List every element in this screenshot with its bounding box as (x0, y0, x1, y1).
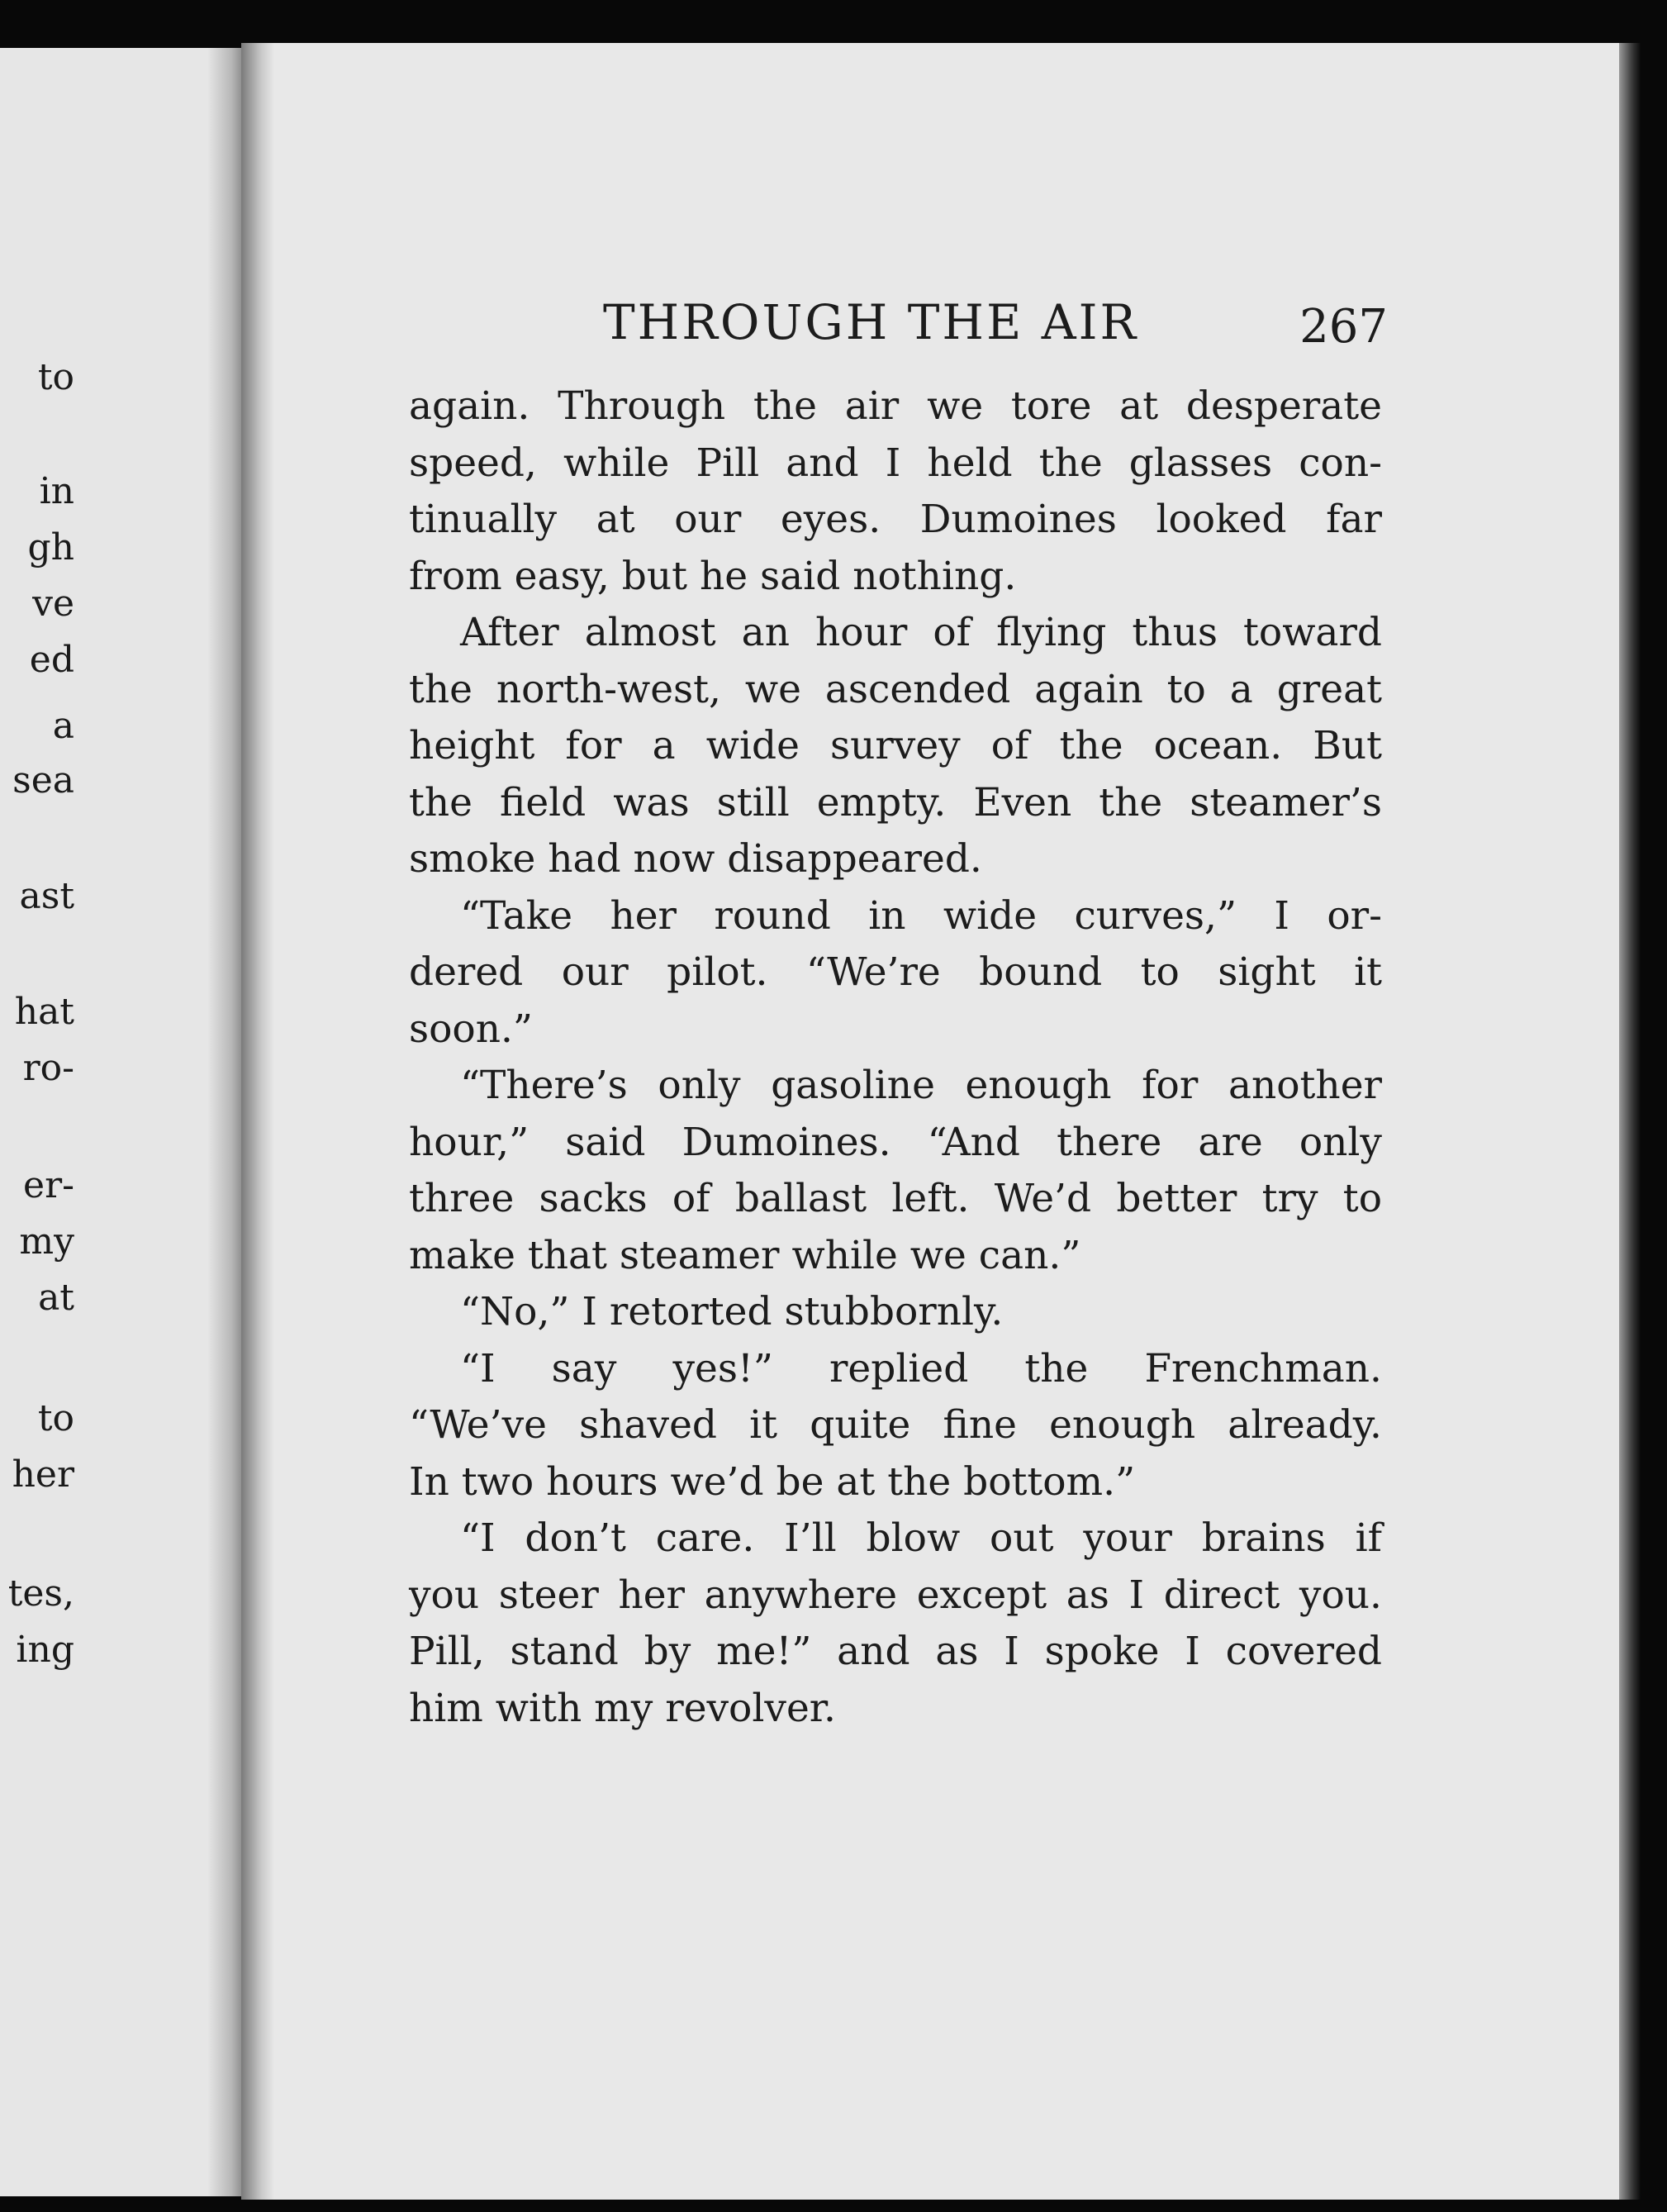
body-text (409, 378, 1382, 1737)
facing-page-fragment: tes, (7, 1572, 74, 1615)
text-line: “There’s only gasoline enough for another (460, 1063, 1382, 1108)
text-line: speed, while Pill and I held the glasses con- (409, 440, 1382, 486)
facing-page-fragment: a (52, 705, 74, 747)
facing-page-text (0, 0, 91, 2212)
text-line: dered our pilot. “We’re bound to sight it (409, 949, 1382, 995)
text-line: “Take her round in wide curves,” I or- (460, 892, 1382, 939)
text-line: from easy, but he said nothing. (409, 553, 1017, 599)
text-line: In two hours we’d be at the bottom.” (409, 1458, 1136, 1505)
facing-page-fragment: ing (16, 1629, 74, 1671)
facing-page-fragment: ve (32, 583, 74, 625)
text-line: the field was still empty. Even the steamer’s (409, 779, 1382, 825)
text-line: tinually at our eyes. Dumoines looked far (409, 497, 1382, 542)
text-line: soon.” (409, 1006, 533, 1052)
facing-page-fragment: sea (12, 759, 74, 802)
text-line: smoke had now disappeared. (409, 836, 982, 882)
facing-page-fragment: ed (29, 639, 74, 681)
facing-page-fragment: gh (27, 526, 74, 568)
facing-page-fragment: er- (23, 1164, 74, 1206)
text-line: height for a wide survey of the ocean. But (409, 723, 1382, 768)
text-line: “We’ve shaved it quite fine enough already. (409, 1402, 1382, 1448)
facing-page-fragment: to (37, 1397, 74, 1439)
text-line: him with my revolver. (409, 1685, 836, 1731)
facing-page-fragment: her (12, 1453, 74, 1496)
text-line: you steer her anywhere except as I direct you. (409, 1572, 1382, 1618)
facing-page-fragment: hat (14, 991, 74, 1033)
text-line: make that steamer while we can.” (409, 1232, 1081, 1278)
text-line: “I say yes!” replied the Frenchman. (460, 1345, 1382, 1391)
facing-page-fragment: in (39, 470, 74, 512)
text-line: again. Through the air we tore at desperate (409, 383, 1382, 429)
text-line: the north-west, we ascended again to a great (409, 666, 1382, 712)
facing-page-fragment: ro- (22, 1047, 74, 1089)
facing-page-fragment: to (37, 356, 74, 398)
text-line: Pill, stand by me!” and as I spoke I covered (409, 1629, 1382, 1674)
facing-page-fragment: my (19, 1220, 74, 1263)
facing-page-fragment: ast (19, 875, 74, 917)
page-number: 267 (1299, 300, 1388, 354)
running-title: THROUGH THE AIR (603, 294, 1139, 350)
running-head (603, 289, 1388, 355)
text-line: After almost an hour of flying thus toward (460, 610, 1382, 655)
page-binding-shadow (241, 43, 274, 2200)
text-line: three sacks of ballast left. We’d better try to (409, 1176, 1382, 1221)
text-line: “No,” I retorted stubbornly. (460, 1289, 1004, 1334)
facing-page-fragment: at (38, 1277, 74, 1319)
page-edge (1619, 43, 1641, 2200)
text-line: hour,” said Dumoines. “And there are only (409, 1119, 1382, 1165)
text-line: “I don’t care. I’ll blow out your brains if (460, 1515, 1382, 1561)
